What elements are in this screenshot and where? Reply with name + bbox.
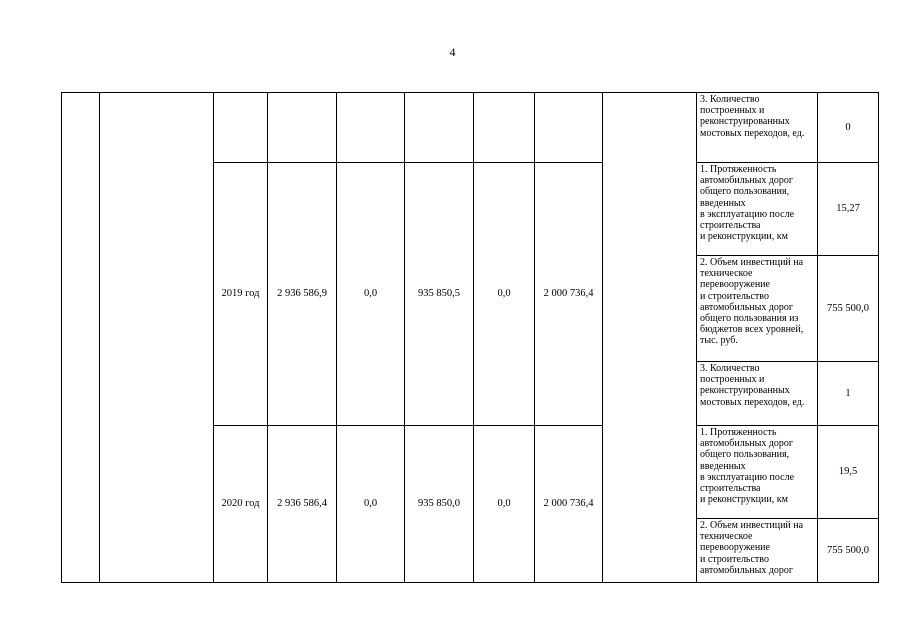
indicator-text: 1. Протяженность автомобильных дорог общего пользования, введенных в эксплуатацию после строительства и реконструкции, км: [700, 427, 795, 506]
year-cell: 2019 год: [214, 163, 268, 426]
indicator-cell: [697, 256, 818, 362]
indicator-value-cell: 755 500,0: [818, 256, 879, 362]
total-cell: 2 936 586,4: [268, 426, 337, 583]
program-table: [61, 92, 879, 583]
funding-cell: [474, 93, 535, 163]
page-number: 4: [449, 45, 456, 59]
funding-cell: 935 850,5: [405, 163, 474, 426]
funding-cell: 2 000 736,4: [535, 426, 603, 583]
funding-cell: [405, 93, 474, 163]
measure-name-cell: [100, 93, 214, 583]
indicator-value-cell: 0: [818, 93, 879, 163]
indicator-cell: 3. Количество построенных и реконструированных мостовых переходов, ед.: [697, 362, 818, 426]
funding-cell: 0,0: [474, 426, 535, 583]
funding-cell: 935 850,0: [405, 426, 474, 583]
indicator-cell: 3. Количество построенных и реконструированных мостовых переходов, ед.: [697, 93, 818, 163]
number-cell: [62, 93, 100, 583]
indicator-cell: [697, 519, 818, 583]
indicator-cell: [697, 426, 818, 519]
funding-cell: 2 000 736,4: [535, 163, 603, 426]
indicator-cell: [697, 163, 818, 256]
total-cell: [268, 93, 337, 163]
year-cell: [214, 93, 268, 163]
indicator-value-cell: 1: [818, 362, 879, 426]
indicator-value-cell: 755 500,0: [818, 519, 879, 583]
indicator-text: 2. Объем инвестиций на техническое перевооружение и строительство автомобильных дорог общего пользования из бюджетов всех уровней, тыс. руб.: [700, 257, 804, 347]
funding-cell: [535, 93, 603, 163]
year-cell: 2020 год: [214, 426, 268, 583]
funding-cell: 0,0: [337, 426, 405, 583]
funding-cell: 0,0: [337, 163, 405, 426]
indicator-value-cell: 19,5: [818, 426, 879, 519]
funding-cell: [337, 93, 405, 163]
executor-cell: [603, 93, 697, 583]
funding-cell: 0,0: [474, 163, 535, 426]
table-row: [62, 93, 879, 163]
indicator-text: 2. Объем инвестиций на техническое перевооружение и строительство автомобильных дорог: [700, 520, 804, 576]
indicator-value-cell: 15,27: [818, 163, 879, 256]
indicator-text: 1. Протяженность автомобильных дорог общего пользования, введенных в эксплуатацию после строительства и реконструкции, км: [700, 164, 795, 243]
total-cell: 2 936 586,9: [268, 163, 337, 426]
